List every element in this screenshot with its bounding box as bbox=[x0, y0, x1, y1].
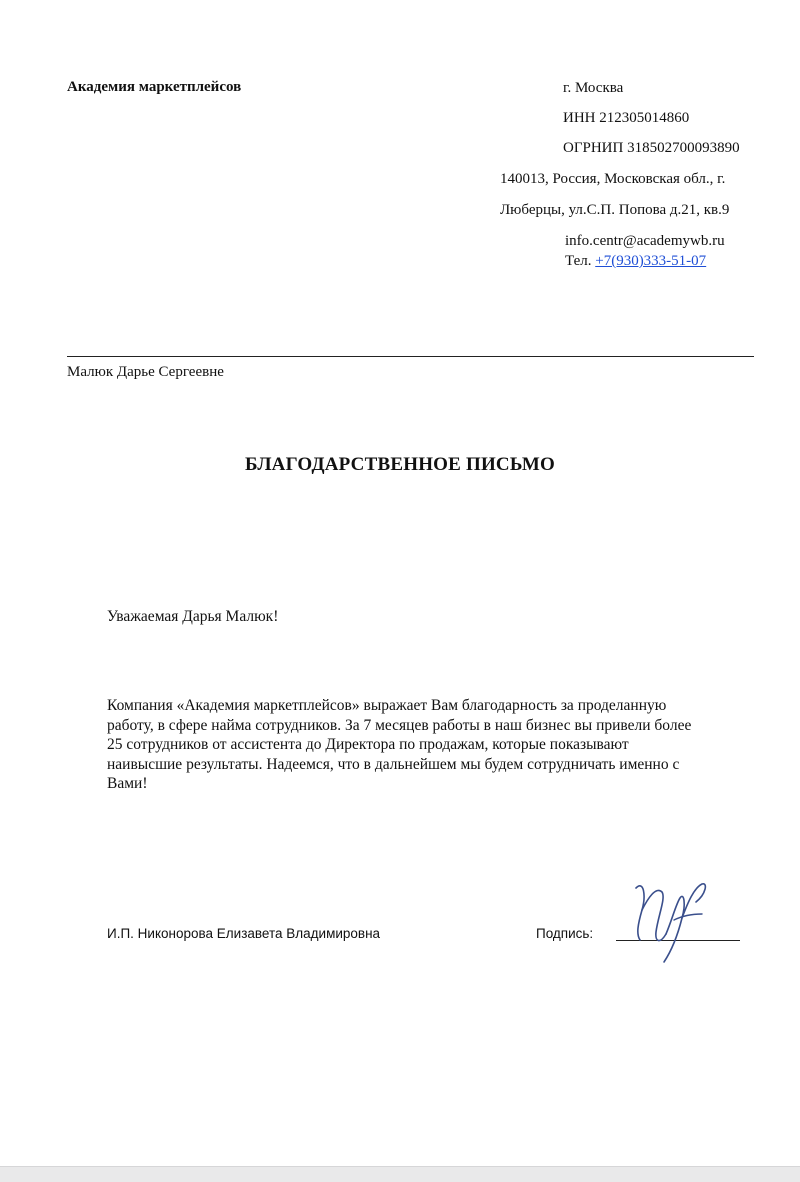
organization-name: Академия маркетплейсов bbox=[67, 79, 242, 95]
recipient-name: Малюк Дарье Сергеевне bbox=[67, 364, 224, 380]
body-line: работу, в сфере найма сотрудников. За 7 месяцев работы в наш бизнес вы привели более bbox=[107, 716, 692, 734]
greeting: Уважаемая Дарья Малюк! bbox=[107, 608, 279, 625]
handwritten-signature bbox=[622, 858, 714, 968]
requisite-address-line1: 140013, Россия, Московская обл., г. bbox=[500, 171, 726, 187]
signature-label: Подпись: bbox=[536, 926, 594, 941]
requisite-email: info.centr@academywb.ru bbox=[565, 233, 725, 249]
phone-label: Тел. bbox=[565, 253, 592, 269]
requisite-inn: ИНН 212305014860 bbox=[563, 110, 690, 126]
body-line: наивысшие результаты. Надеемся, что в дальнейшем мы будем сотрудничать именно с bbox=[107, 755, 680, 773]
signatory-name: И.П. Никонорова Елизавета Владимировна bbox=[107, 926, 381, 941]
body-line: Компания «Академия маркетплейсов» выражает Вам благодарность за проделанную bbox=[107, 697, 667, 714]
viewer-bottom-strip bbox=[0, 1166, 800, 1182]
letter-body bbox=[107, 696, 717, 794]
requisite-ogrnip: ОГРНИП 318502700093890 bbox=[563, 140, 740, 156]
phone-link[interactable]: +7(930)333-51-07 bbox=[595, 253, 707, 269]
body-line: Вами! bbox=[107, 775, 148, 792]
header-divider bbox=[67, 356, 754, 357]
requisite-city: г. Москва bbox=[563, 80, 624, 96]
body-line: 25 сотрудников от ассистента до Директора по продажам, которые показывают bbox=[107, 736, 629, 753]
document-title: БЛАГОДАРСТВЕННОЕ ПИСЬМО bbox=[245, 454, 555, 475]
requisite-phone-row bbox=[565, 252, 706, 270]
requisite-address-line2: Люберцы, ул.С.П. Попова д.21, кв.9 bbox=[500, 202, 730, 218]
